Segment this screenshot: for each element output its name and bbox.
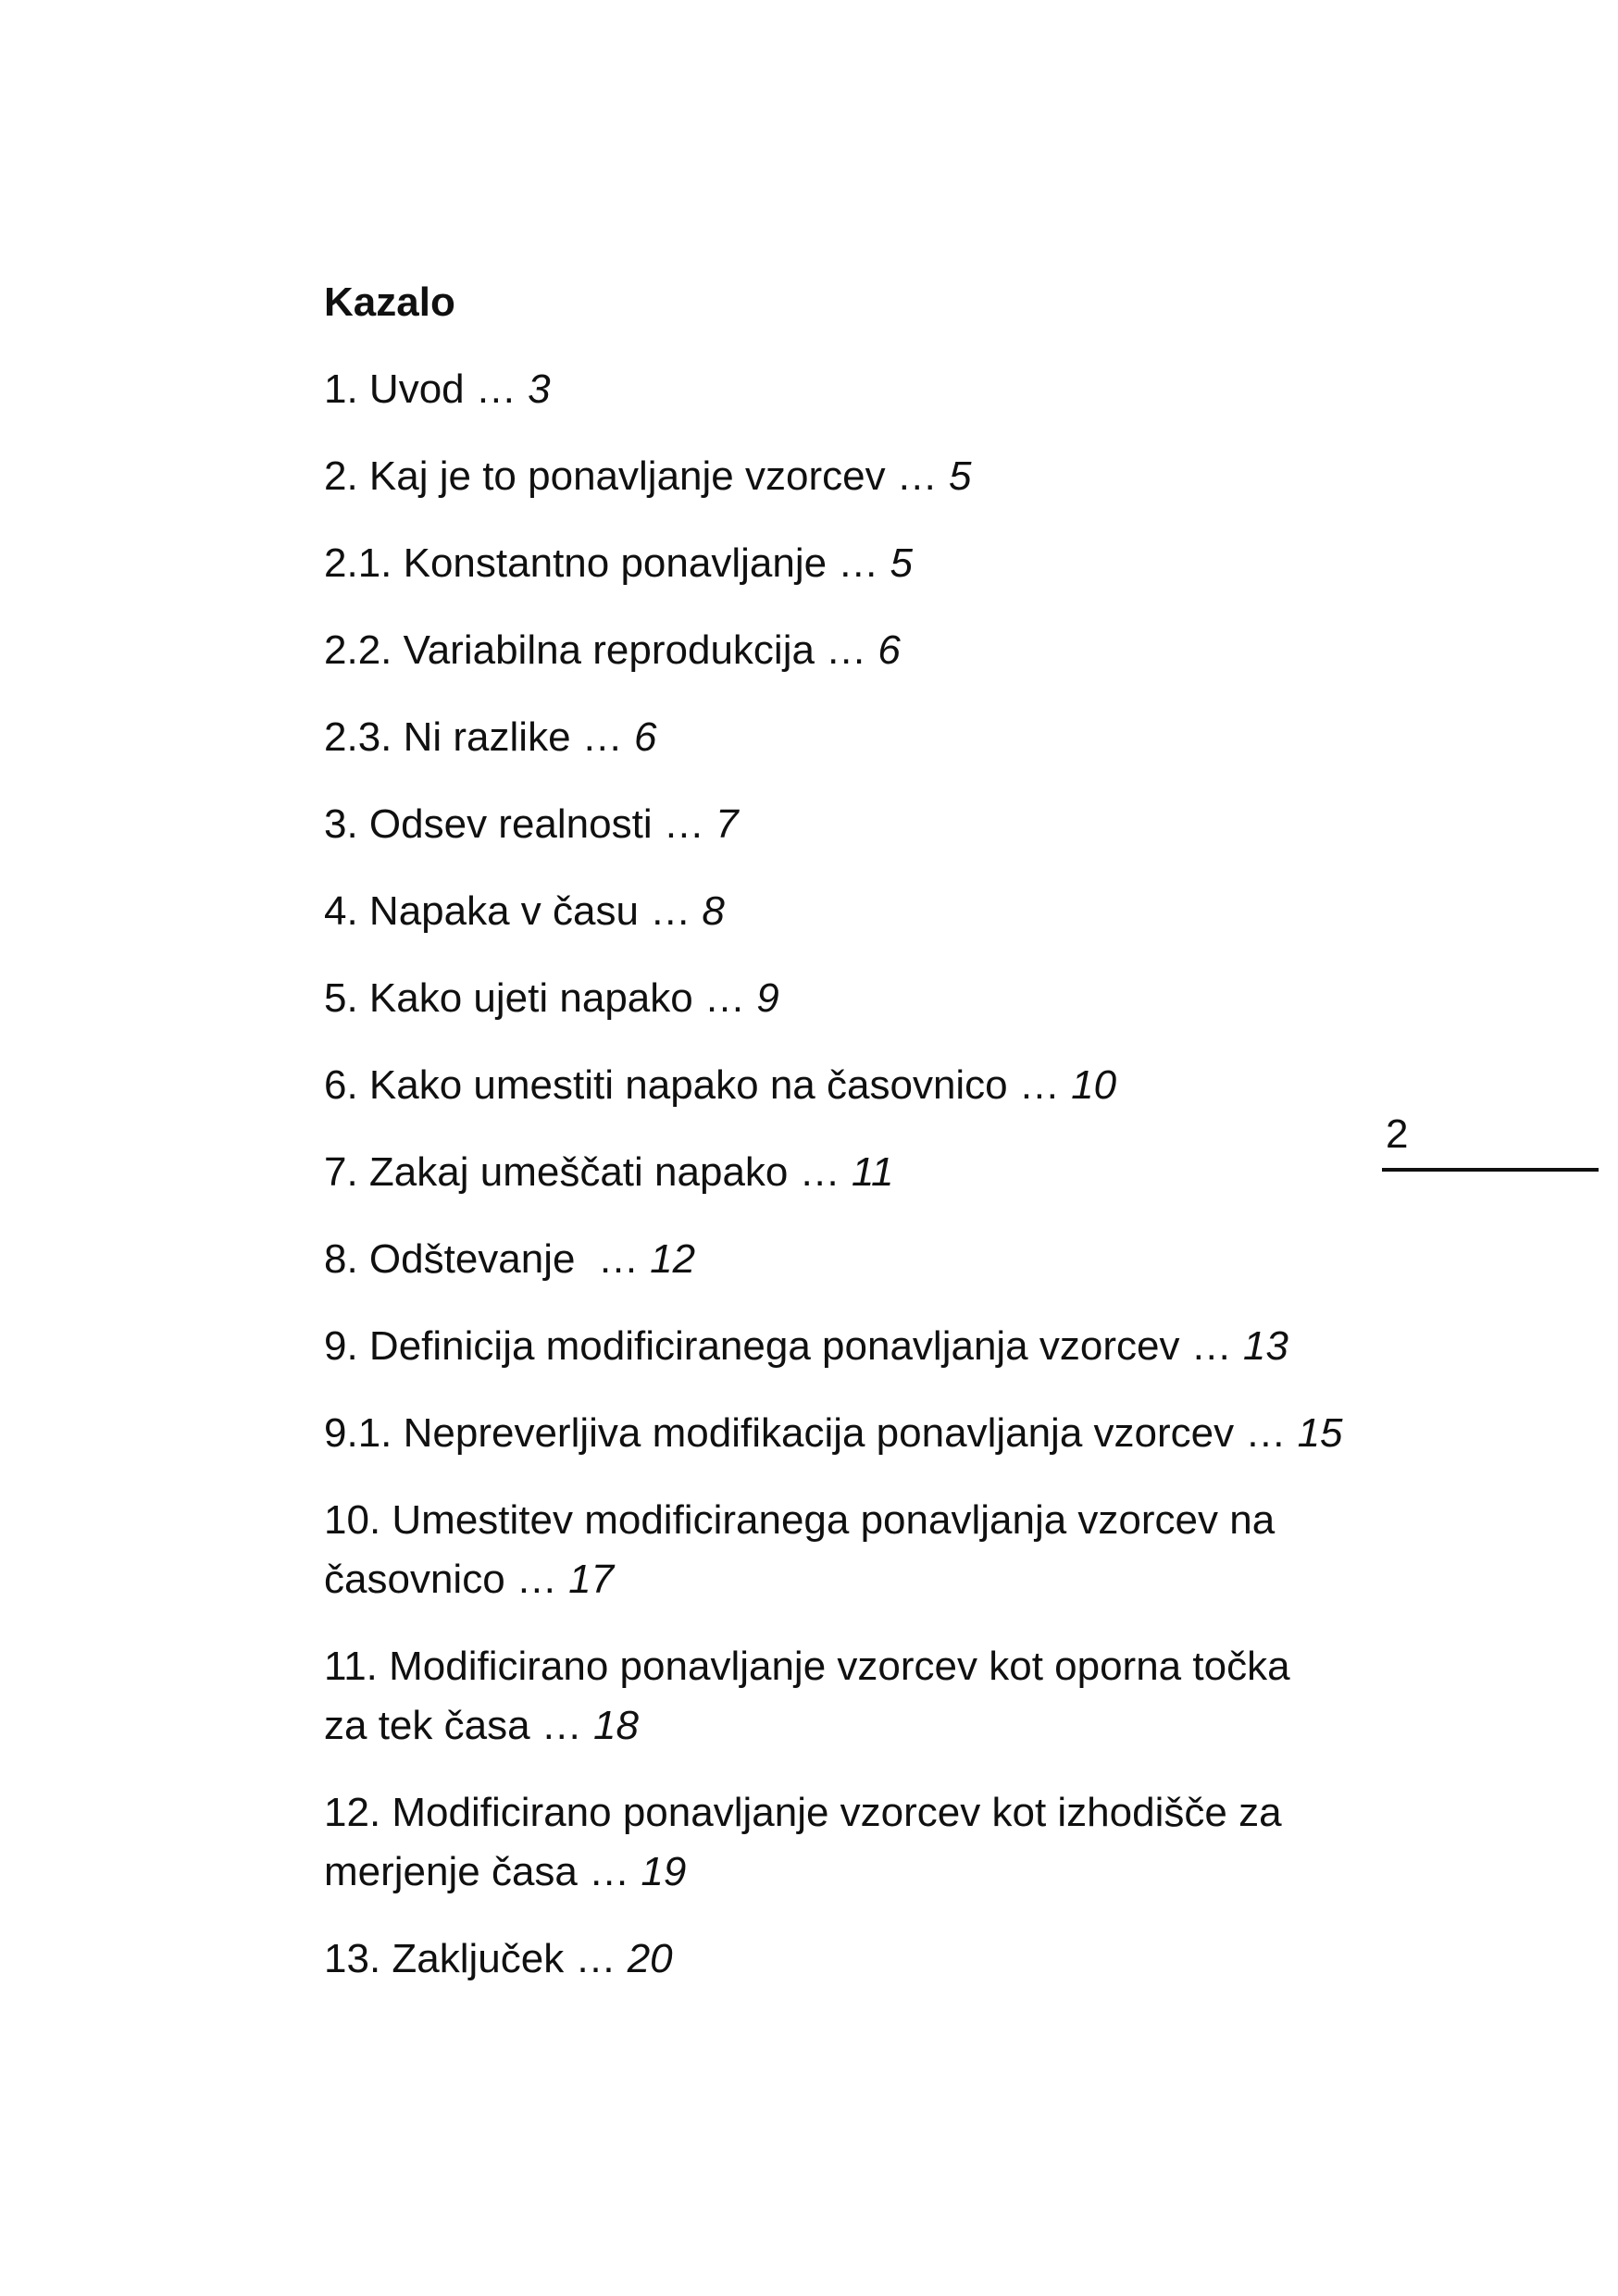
toc-entry-4 [324,882,1398,941]
toc-entry-line [324,882,1398,941]
toc-entry-text: 11. Modificirano ponavljanje vzorcev kot oporna točka [324,1644,1290,1689]
toc-entry-line [324,447,1398,506]
toc-entry-line [324,360,1398,419]
toc-entry-page-number: 15 [1297,1410,1343,1456]
toc-entry-12 [324,1783,1398,1902]
toc-entry-line [324,1056,1398,1115]
toc-entry-text: časovnico … [324,1557,569,1602]
toc-entry-line [324,969,1398,1028]
toc-entry-2-2 [324,621,1398,680]
toc-entry-line [324,534,1398,593]
toc-entry-page-number: 6 [877,627,901,673]
toc-entry-text: 4. Napaka v času … [324,888,703,934]
toc-entry-8 [324,1230,1398,1289]
toc-entry-page-number: 10 [1071,1062,1117,1108]
toc-entry-line [324,1317,1398,1376]
toc-entry-2-1 [324,534,1398,593]
table-of-contents [324,273,1398,2017]
toc-entry-line [324,1783,1398,1843]
toc-heading: Kazalo [324,279,455,325]
toc-entry-text: 1. Uvod … [324,366,529,412]
toc-entry-line [324,621,1398,680]
toc-entry-page-number: 12 [650,1236,696,1282]
toc-entry-page-number: 5 [890,540,914,586]
toc-entry-text: 3. Odsev realnosti … [324,801,716,847]
toc-entry-line [324,1230,1398,1289]
toc-entry-page-number: 5 [949,453,972,499]
toc-entry-text: 2.1. Konstantno ponavljanje … [324,540,890,586]
toc-entry-line [324,1843,1398,1902]
toc-entry-2-3 [324,708,1398,767]
toc-entry-9-1 [324,1404,1398,1463]
toc-entry-text: 12. Modificirano ponavljanje vzorcev kot izhodišče za [324,1790,1282,1835]
toc-entry-9 [324,1317,1398,1376]
toc-entry-line [324,1696,1398,1756]
toc-entry-text: 2. Kaj je to ponavljanje vzorcev … [324,453,950,499]
toc-entry-text: 10. Umestitev modificiranega ponavljanja vzorcev na [324,1497,1276,1543]
toc-entry-line [324,1491,1398,1550]
toc-entry-page-number: 11 [851,1149,894,1195]
toc-entry-1 [324,360,1398,419]
toc-entry-5 [324,969,1398,1028]
toc-entry-text: 9. Definicija modificiranega ponavljanja vzorcev … [324,1323,1243,1369]
toc-entry-text: 13. Zaključek … [324,1936,628,1981]
toc-entry-page-number: 9 [756,975,779,1021]
toc-entry-7 [324,1143,1398,1202]
margin-page-number: 2 [1386,1111,1409,1157]
toc-entry-text: 2.3. Ni razlike … [324,714,634,760]
toc-entry-2 [324,447,1398,506]
toc-entry-text: 6. Kako umestiti napako na časovnico … [324,1062,1072,1108]
toc-entry-page-number: 8 [702,888,725,934]
toc-entry-page-number: 7 [716,801,739,847]
toc-entry-line [324,1143,1398,1202]
toc-entry-text: merjenje časa … [324,1849,641,1894]
toc-entry-line [324,1930,1398,1989]
toc-entry-text: 2.2. Variabilna reprodukcija … [324,627,878,673]
toc-entry-text: za tek časa … [324,1703,594,1748]
margin-rule-divider [1382,1168,1599,1172]
toc-entry-line [324,1404,1398,1463]
toc-entry-page-number: 19 [641,1849,687,1894]
toc-entry-text: 9.1. Nepreverljiva modifikacija ponavljanja vzorcev … [324,1410,1298,1456]
toc-entry-line [324,1637,1398,1696]
toc-entry-13 [324,1930,1398,1989]
toc-entry-text: 8. Odštevanje … [324,1236,651,1282]
toc-entry-6 [324,1056,1398,1115]
toc-entry-line [324,708,1398,767]
toc-entry-page-number: 6 [633,714,657,760]
toc-entry-page-number: 18 [593,1703,639,1748]
toc-entry-text: 5. Kako ujeti napako … [324,975,757,1021]
toc-entry-page-number: 17 [568,1557,615,1602]
toc-entry-11 [324,1637,1398,1756]
toc-entry-page-number: 13 [1242,1323,1288,1369]
toc-entry-page-number: 20 [627,1936,673,1981]
toc-entry-line [324,795,1398,854]
toc-entry-text: 7. Zakaj umeščati napako … [324,1149,852,1195]
toc-entry-3 [324,795,1398,854]
toc-entry-line [324,1550,1398,1609]
toc-entry-page-number: 3 [528,366,551,412]
toc-entry-10 [324,1491,1398,1609]
